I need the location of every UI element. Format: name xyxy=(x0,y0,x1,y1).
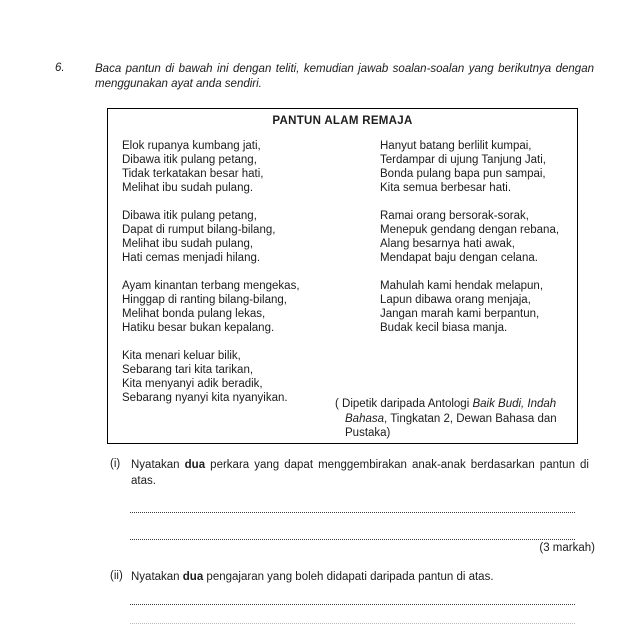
question-i-bold-word: dua xyxy=(184,459,206,471)
pantun-box xyxy=(107,108,578,444)
pantun-line: Dibawa itik pulang petang, xyxy=(122,154,257,166)
pantun-line: Mahulah kami hendak melapun, xyxy=(380,280,544,292)
question-ii xyxy=(110,570,594,586)
pantun-line: Elok rupanya kumbang jati, xyxy=(122,140,261,152)
citation-prefix: ( Dipetik daripada Antologi xyxy=(335,398,473,410)
pantun-line: Ayam kinantan terbang mengekas, xyxy=(122,280,300,292)
question-ii-text-start: Nyatakan xyxy=(131,571,183,583)
question-ii-number: (ii) xyxy=(110,570,123,582)
question-i-number: (i) xyxy=(110,458,121,470)
stanza-2-left xyxy=(122,209,374,265)
pantun-line: Hatiku besar bukan kepalang. xyxy=(122,322,275,334)
pantun-title: PANTUN ALAM REMAJA xyxy=(272,115,413,127)
question-ii-text-end: pengajaran yang boleh didapati daripada pantun di atas. xyxy=(203,571,494,583)
pantun-line: Hinggap di ranting bilang-bilang, xyxy=(122,294,287,306)
pantun-line: Melihat bonda pulang lekas, xyxy=(122,308,266,320)
question-i-text xyxy=(131,458,589,489)
pantun-line: Melihat ibu sudah pulang, xyxy=(122,238,254,250)
citation xyxy=(335,397,589,441)
answer-line-faint xyxy=(130,623,575,624)
pantun-line: Lapun dibawa orang menjaja, xyxy=(380,294,531,306)
pantun-line: Dapat di rumput bilang-bilang, xyxy=(122,224,276,236)
question-i-text-start: Nyatakan xyxy=(131,459,185,471)
answer-line xyxy=(130,539,575,540)
pantun-line: Alang besarnya hati awak, xyxy=(380,238,515,250)
pantun-line: Terdampar di ujung Tanjung Jati, xyxy=(380,154,547,166)
pantun-line: Jangan marah kami berpantun, xyxy=(380,308,540,320)
pantun-left-column xyxy=(122,139,374,419)
pantun-line: Menepuk gendang dengan rebana, xyxy=(380,224,560,236)
marks-label: (3 markah) xyxy=(539,542,595,554)
pantun-line: Kita semua berbesar hati. xyxy=(380,182,512,194)
question-ii-bold-word: dua xyxy=(182,571,204,583)
pantun-line: Kita menyanyi adik beradik, xyxy=(122,378,263,390)
stanza-2-right xyxy=(380,209,612,265)
stanza-1-right xyxy=(380,139,612,195)
instruction-text: Baca pantun di bawah ini dengan teliti, kemudian jawab soalan-soalan yang berikutnya dengan menggunakan ayat anda sendiri. xyxy=(95,63,594,90)
citation-title-italic: Baik Budi, Indah Bahasa xyxy=(345,398,557,425)
answer-line xyxy=(130,512,575,513)
question-number: 6. xyxy=(55,62,65,74)
stanza-3-right xyxy=(380,279,612,335)
pantun-line: Hati cemas menjadi hilang. xyxy=(122,252,261,264)
citation-suffix: , Tingkatan 2, Dewan Bahasa dan Pustaka) xyxy=(345,412,557,439)
pantun-line: Hanyut batang berlilit kumpai, xyxy=(380,140,532,152)
pantun-line: Sebarang tari kita tarikan, xyxy=(122,364,254,376)
stanza-1-left xyxy=(122,139,374,195)
pantun-line: Ramai orang bersorak-sorak, xyxy=(380,210,529,222)
pantun-line: Melihat ibu sudah pulang. xyxy=(122,182,254,194)
answer-line xyxy=(130,604,575,605)
pantun-line: Tidak terkatakan besar hati, xyxy=(122,168,264,180)
pantun-line: Dibawa itik pulang petang, xyxy=(122,210,257,222)
question-i-text-end: perkara yang dapat menggembirakan anak-anak berdasarkan pantun di atas. xyxy=(131,459,589,487)
pantun-right-column xyxy=(380,139,612,349)
stanza-3-left xyxy=(122,279,374,335)
pantun-line: Bonda pulang bapa pun sampai, xyxy=(380,168,546,180)
question-ii-text xyxy=(131,570,589,586)
question-i xyxy=(110,458,594,489)
pantun-line: Budak kecil biasa manja. xyxy=(380,322,508,334)
pantun-line: Mendapat baju dengan celana. xyxy=(380,252,538,264)
pantun-line: Sebarang nyanyi kita nyanyikan. xyxy=(122,392,288,404)
pantun-line: Kita menari keluar bilik, xyxy=(122,350,241,362)
